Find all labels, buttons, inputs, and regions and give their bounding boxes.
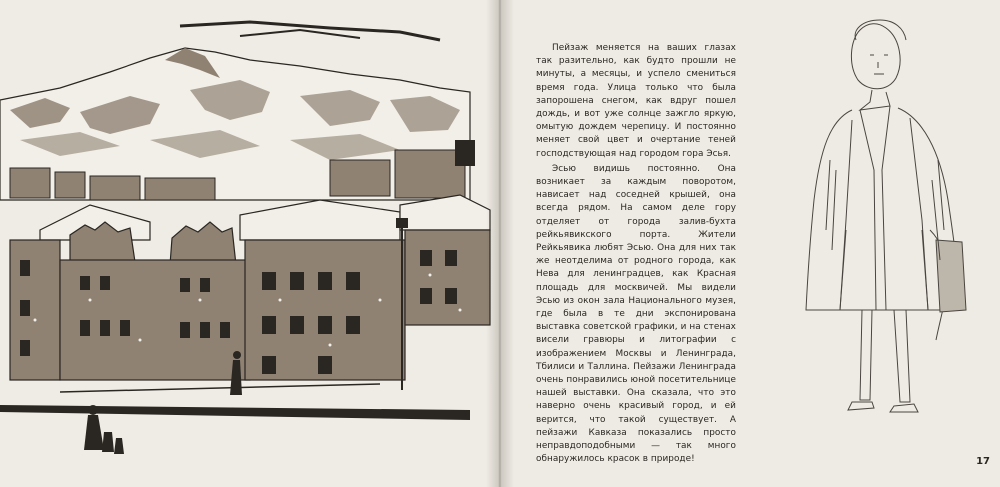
ink-wash-street-scene-icon: [0, 0, 498, 487]
page-number: 17: [976, 456, 990, 467]
paragraph-2: Эсью видишь постоянно. Она возникает за каждым поворотом, нависает над соседней крышей, она всегда рядом. На самом деле гору отделяет от города залив-бухта рейкьявикского порта. Жители Рейкьявика любят Эсью. Она для них так же неотделима от родного города, как Нева для ленинградцев, как Красная площадь для москвичей. Мы видели Эсью из окон зала Национального музея, где была в те дни экспонирована выставка советской графики, и на стенах висели гравюры и литографии с изображением Москвы и Ленинграда, Тбилиси и Таллина. Пейзажи Ленинграда очень понравились юной посетительнице нашей выставки. Она сказала, что это наверно очень красивый город, и ей верится, что такой существует. А пейзажи Кавказа показались просто неправдоподобными — так много обнаружилось красок в природе!: [536, 163, 736, 465]
body-text: [536, 42, 736, 467]
book-gutter: [486, 0, 514, 487]
left-page: [0, 0, 498, 487]
paragraph-1: Пейзаж меняется на ваших глазах так разительно, как будто прошли не минуты, а месяцы, и успело смениться время года. Улица только что была запорошена снегом, как вдруг пошел дождь, и вот уже солнце зажгло яркую, омытую дождем черепицу. И постоянно меняет свой цвет и очертание теней господствующая над городом гора Эсья.: [536, 43, 736, 159]
pencil-woman-sketch-icon: [790, 10, 990, 450]
